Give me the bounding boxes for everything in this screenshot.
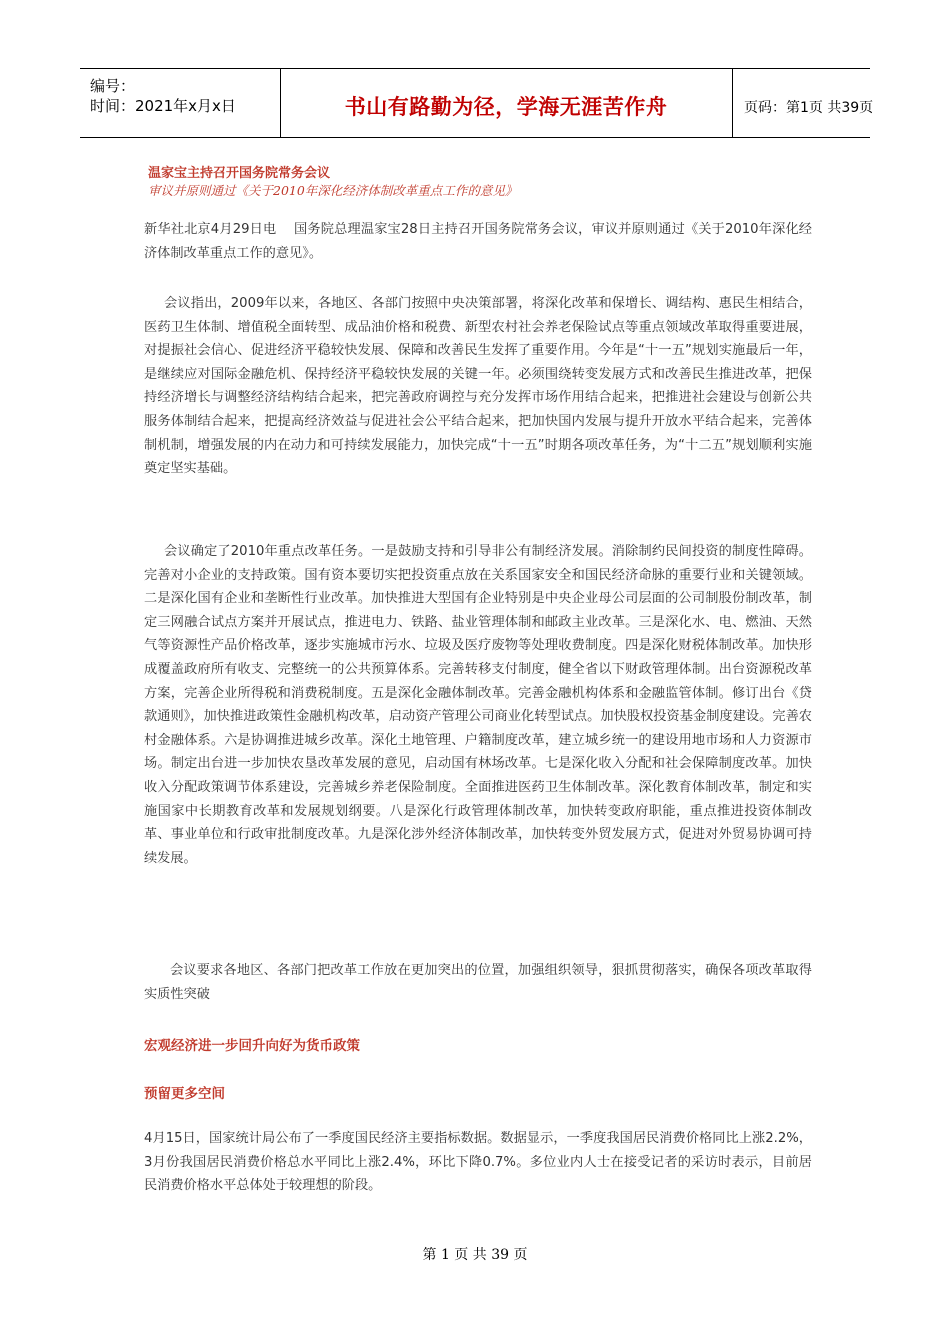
- article-subtitle: 审议并原则通过《关于2010年深化经济体制改革重点工作的意见》: [148, 183, 518, 198]
- header-motto-cell: [280, 69, 733, 137]
- paragraph-reform-tasks: 会议确定了2010年重点改革任务。一是鼓励支持和引导非公有制经济发展。消除制约民间投资的制度性障碍。完善对小企业的支持政策。国有资本要切实把投资重点放在关系国家安全和国民经济命脉的重要行业和关键领域。二是深化国有企业和垄断性行业改革。加快推进大型国有企业特别是中央企业母公司层面的公司制股份制改革，制定三网融合试点方案并开展试点，推进电力、铁路、盐业管理体制和邮政主业改革。三是深化水、电、燃油、天然气等资源性产品价格改革，逐步实施城市污水、垃圾及医疗废物等处理收费制度。四是深化财税体制改革。加快形成覆盖政府所有收支、完整统一的公共预算体系。完善转移支付制度，健全省以下财政管理体制。出台资源税改革方案，完善企业所得税和消费税制度。五是深化金融体制改革。完善金融机构体系和金融监管体制。修订出台《贷款通则》，加快推进政策性金融机构改革，启动资产管理公司商业化转型试点。加快股权投资基金制度建设。完善农村金融体系。六是协调推进城乡改革。深化土地管理、户籍制度改革，建立城乡统一的建设用地市场和人力资源市场。制定出台进一步加快农垦改革发展的意见，启动国有林场改革。七是深化收入分配和社会保障制度改革。加快收入分配政策调节体系建设，完善城乡养老保险制度。全面推进医药卫生体制改革。深化教育体制改革，制定和实施国家中长期教育改革和发展规划纲要。八是深化行政管理体制改革，加快转变政府职能，重点推进投资体制改革、事业单位和行政审批制度改革。九是深化涉外经济体制改革，加快转变外贸发展方式，促进对外贸易协调可持续发展。: [144, 544, 812, 866]
- paragraph-requirements: 会议要求各地区、各部门把改革工作放在更加突出的位置，加强组织领导，狠抓贯彻落实，确保各项改革取得实质性突破: [144, 963, 812, 1002]
- header-motto: 书山有路勤为径，学海无涯苦作舟: [344, 95, 668, 119]
- header-info-cell: [80, 69, 281, 137]
- section-heading-1: 宏观经济进一步回升向好为货币政策: [144, 1038, 360, 1054]
- header-page-cell: [732, 69, 874, 137]
- document-date-label: 时间：2021年x月x日: [90, 97, 236, 115]
- header-page-number: 页码：第1页 共39页: [744, 100, 874, 116]
- paragraph-lead: 新华社北京4月29日电 国务院总理温家宝28日主持召开国务院常务会议，审议并原则通过《关于2010年深化经济体制改革重点工作的意见》。: [144, 222, 812, 261]
- document-code-label: 编号：: [90, 77, 136, 95]
- section-heading-2: 预留更多空间: [144, 1086, 225, 1102]
- article-title: 温家宝主持召开国务院常务会议: [148, 166, 331, 181]
- page-footer: 第 1 页 共 39 页: [422, 1247, 528, 1263]
- document-header: [80, 68, 874, 138]
- paragraph-cpi-data: 4月15日，国家统计局公布了一季度国民经济主要指标数据。数据显示，一季度我国居民消费价格同比上涨2.2%，3月份我国居民消费价格总水平同比上涨2.4%，环比下降0.7%。多位业内人士在接受记者的采访时表示，目前居民消费价格水平总体处于较理想的阶段。: [144, 1131, 812, 1194]
- paragraph-meeting-notes: 会议指出，2009年以来，各地区、各部门按照中央决策部署，将深化改革和保增长、调结构、惠民生相结合，医药卫生体制、增值税全面转型、成品油价格和税费、新型农村社会养老保险试点等重点领域改革取得重要进展，对提振社会信心、促进经济平稳较快发展、保障和改善民生发挥了重要作用。今年是“十一五”规划实施最后一年，是继续应对国际金融危机、保持经济平稳较快发展的关键一年。必须围绕转变发展方式和改善民生推进改革，把保持经济增长与调整经济结构结合起来，把完善政府调控与充分发挥市场作用结合起来，把推进社会建设与创新公共服务体制结合起来，把提高经济效益与促进社会公平结合起来，把加快国内发展与提升开放水平结合起来，完善体制机制，增强发展的内在动力和可持续发展能力，加快完成“十一五”时期各项改革任务，为“十二五”规划顺利实施奠定坚实基础。: [144, 296, 812, 477]
